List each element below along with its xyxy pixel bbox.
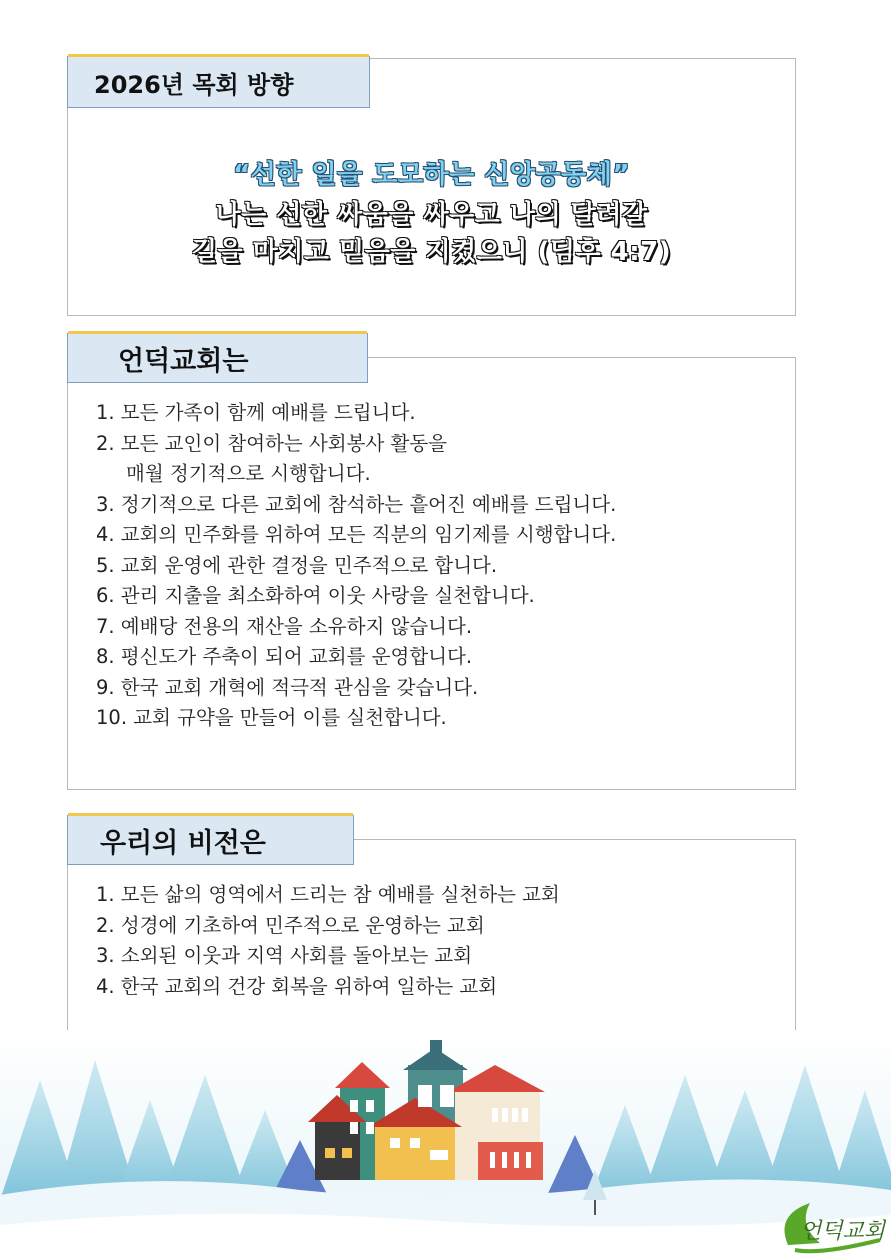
vision-box (67, 839, 796, 1033)
motto-verse-line1: 나는 선한 싸움을 싸우고 나의 달려갈 (215, 200, 648, 230)
church-item-5: 5. 교회 운영에 관한 결정을 민주적으로 합니다. (96, 553, 498, 577)
vision-tab (67, 815, 354, 865)
vision-item-3: 3. 소외된 이웃과 지역 사회를 돌아보는 교회 (96, 944, 473, 967)
church-item-10: 10. 교회 규약을 만들어 이를 실천합니다. (96, 706, 447, 729)
motto-title: “선한 일을 도모하는 신앙공동체” (233, 160, 630, 190)
church-box (67, 357, 796, 790)
direction-tab (67, 56, 370, 108)
logo-text: 언덕교회 (800, 1219, 886, 1244)
church-tab-label: 언덕교회는 (118, 345, 249, 377)
church-item-2-line1: 2. 모든 교인이 참여하는 사회봉사 활동을 (96, 431, 447, 455)
church-item-4: 4. 교회의 민주화를 위하여 모든 직분의 임기제를 시행합니다. (96, 523, 617, 546)
winter-village-illustration (0, 1030, 891, 1260)
vision-item-1: 1. 모든 삶의 영역에서 드리는 참 예배를 실천하는 교회 (96, 883, 560, 906)
church-item-8: 8. 평신도가 주축이 되어 교회를 운영합니다. (96, 645, 473, 668)
church-item-6: 6. 관리 지출을 최소화하여 이웃 사랑을 실천합니다. (96, 584, 535, 607)
vision-list (96, 880, 560, 1002)
church-item-2 (96, 429, 616, 490)
church-item-3: 3. 정기적으로 다른 교회에 참석하는 흩어진 예배를 드립니다. (96, 492, 617, 516)
church-item-7: 7. 예배당 전용의 재산을 소유하지 않습니다. (96, 614, 473, 638)
vision-item-2: 2. 성경에 기초하여 민주적으로 운영하는 교회 (96, 913, 485, 937)
vision-item-4: 4. 한국 교회의 건강 회복을 위하여 일하는 교회 (96, 974, 498, 998)
direction-tab-label: 2026년 목회 방향 (94, 70, 294, 99)
church-item-9: 9. 한국 교회 개혁에 적극적 관심을 갖습니다. (96, 675, 479, 699)
vision-tab-label: 우리의 비전은 (100, 827, 266, 859)
motto-verse-line2: 길을 마치고 믿음을 지켰으니 (딤후 4:7) (191, 237, 672, 267)
church-tab (67, 333, 368, 383)
church-item-1: 1. 모든 가족이 함께 예배를 드립니다. (96, 401, 416, 424)
church-item-2-line2: 매월 정기적으로 시행합니다. (126, 462, 371, 485)
church-list (96, 398, 616, 734)
